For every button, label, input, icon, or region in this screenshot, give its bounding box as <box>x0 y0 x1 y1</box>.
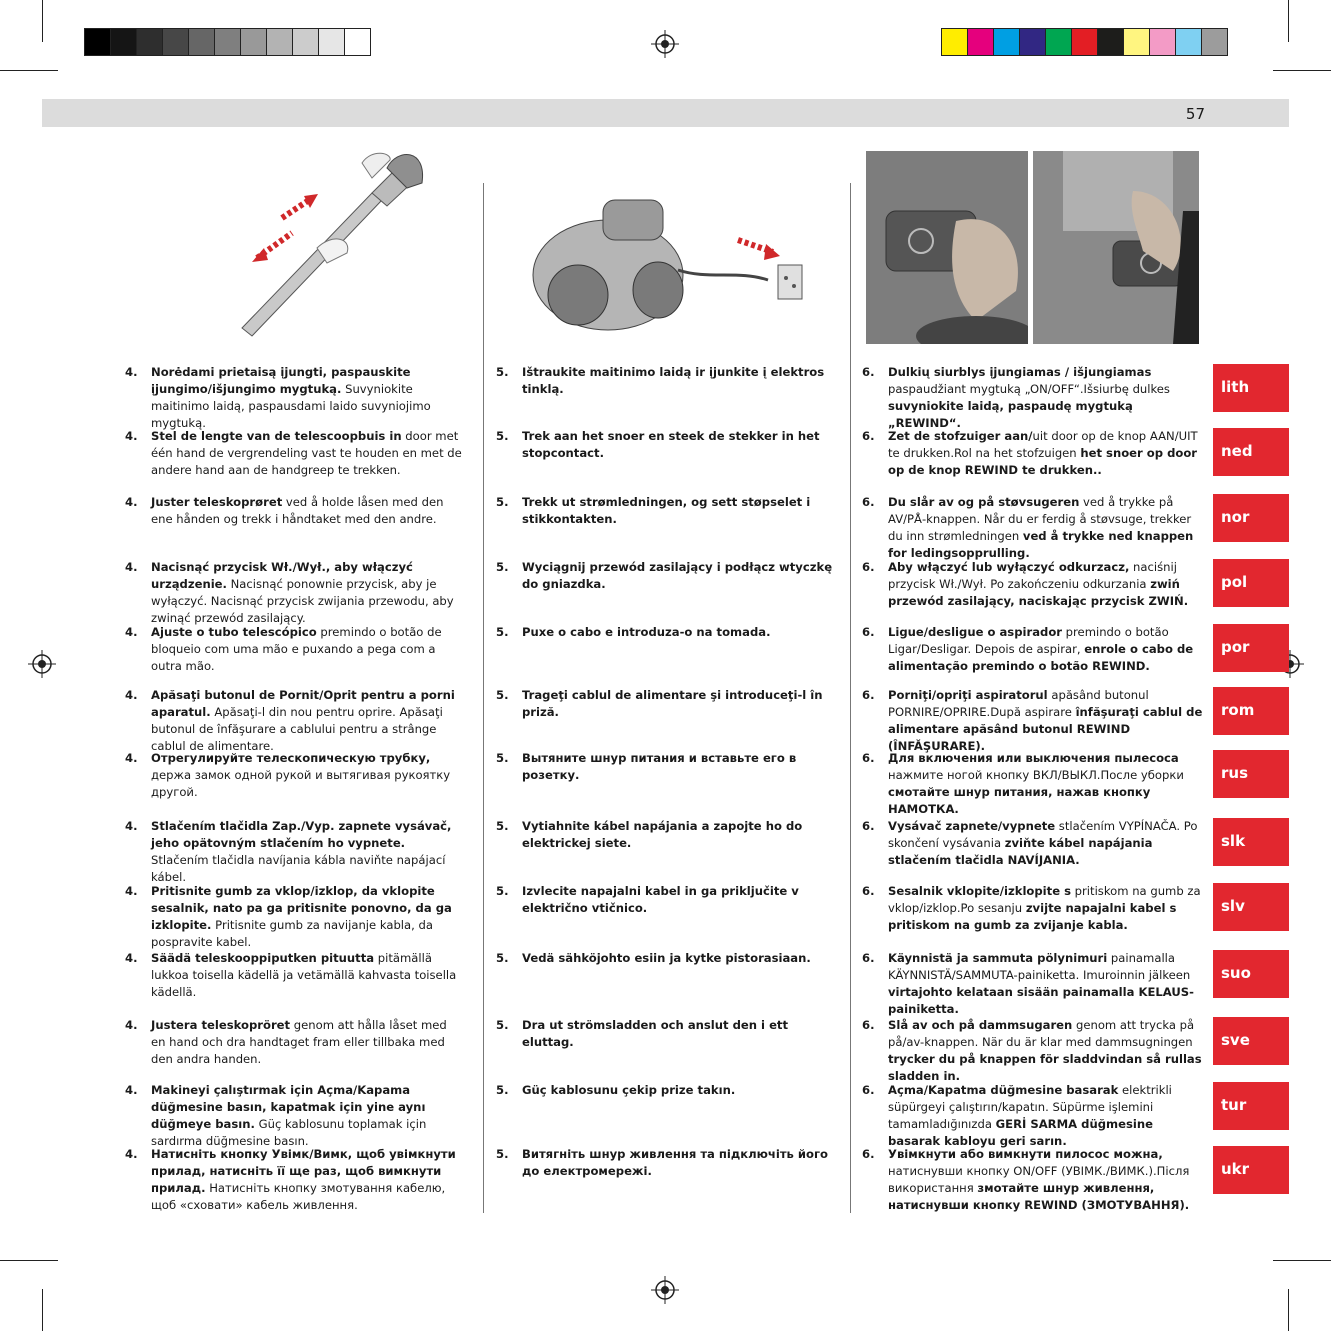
registration-mark-icon <box>651 1276 679 1304</box>
step-detail: держа замок одной рукой и вытягивая рукоятку другой. <box>151 768 451 799</box>
step-number: 5. <box>496 625 509 639</box>
step-emphasis: Ajuste o tubo telescópico <box>151 625 317 639</box>
step-number: 5. <box>496 560 509 574</box>
step-emphasis: Dra ut strömsladden och anslut den i ett eluttag. <box>522 1018 789 1049</box>
instruction-row-tur <box>125 1082 1205 1148</box>
crop-mark <box>1288 0 1289 42</box>
step-emphasis-end: enrole o cabo de alimentação premindo o botão REWIND. <box>888 642 1194 673</box>
on-off-button-photo <box>866 151 1028 344</box>
step-number: 6. <box>862 819 875 833</box>
step-emphasis: Norėdami prietaisą įjungti, paspauskite įjungimo/išjungimo mygtuką. <box>151 365 411 396</box>
step-text <box>522 1017 842 1051</box>
step-detail: Apăsaţi-l din nou pentru oprire. Apăsaţi butonul de înfăşurare a cablului pentru a strânge cablul de alimentare. <box>151 705 443 753</box>
step-number: 5. <box>496 951 509 965</box>
step-emphasis: Pritisnite gumb za vklop/izklop, da vklopite sesalnik, nato pa ga pritisnite ponovno, da ga izklopite. <box>151 884 452 932</box>
language-tab-ukr: ukr <box>1213 1146 1289 1194</box>
step-text <box>522 883 842 917</box>
step-text <box>522 624 842 641</box>
step-number: 6. <box>862 560 875 574</box>
gray-swatch <box>162 28 189 56</box>
step-number: 5. <box>496 688 509 702</box>
step-number: 6. <box>862 751 875 765</box>
language-tab-por: por <box>1213 624 1289 672</box>
step-text <box>888 950 1204 1018</box>
step-detail: ved å trykke på AV/PÅ-knappen. Når du er ferdig å støvsuge, trekker du inn strømledningen <box>888 495 1192 543</box>
step-emphasis: Justera teleskopröret <box>151 1018 291 1032</box>
gray-swatch <box>214 28 241 56</box>
step-text <box>522 1082 842 1099</box>
crop-mark <box>42 1289 43 1331</box>
step-emphasis: Vysávač zapnete/vypnete <box>888 819 1056 833</box>
telescopic-tube-illustration <box>222 138 462 343</box>
page-header-band <box>42 99 1289 127</box>
rewind-button-photo <box>1033 151 1199 344</box>
step-text <box>522 950 842 967</box>
language-tab-slk: slk <box>1213 818 1289 866</box>
step-detail: pritiskom na gumb za vklop/izklop.Po sesanju <box>888 884 1201 915</box>
instruction-row-rom <box>125 687 1205 753</box>
language-tab-sve: sve <box>1213 1017 1289 1065</box>
step-emphasis: Ligue/desligue o aspirador <box>888 625 1062 639</box>
step-text <box>888 818 1204 869</box>
instruction-row-por <box>125 624 1205 684</box>
step-text <box>151 1146 463 1214</box>
step-emphasis: Aby włączyć lub wyłączyć odkurzacz, <box>888 560 1130 574</box>
step-text <box>888 364 1204 432</box>
step-text <box>888 1082 1204 1150</box>
language-tab-pol: pol <box>1213 559 1289 607</box>
instruction-row-nor <box>125 494 1205 560</box>
step-detail: Pritisnite gumb za navijanje kabla, da pospravite kabel. <box>151 918 433 949</box>
instruction-row-ned <box>125 428 1205 488</box>
step-text <box>888 883 1204 934</box>
instruction-row-slv <box>125 883 1205 949</box>
step-number: 5. <box>496 429 509 443</box>
registration-mark-icon <box>28 650 56 678</box>
step-emphasis: Wyciągnij przewód zasilający i podłącz wtyczkę do gniazdka. <box>522 560 833 591</box>
step-number: 4. <box>125 819 138 833</box>
step-number: 4. <box>125 429 138 443</box>
step-number: 6. <box>862 1018 875 1032</box>
step-text <box>888 687 1204 755</box>
step-emphasis: Вытяните шнур питания и вставьте его в розетку. <box>522 751 797 782</box>
step-emphasis: Slå av och på dammsugaren <box>888 1018 1073 1032</box>
step-text <box>888 750 1204 818</box>
step-text <box>151 950 463 1001</box>
step-number: 5. <box>496 365 509 379</box>
language-tab-ned: ned <box>1213 428 1289 476</box>
crop-mark <box>0 1260 58 1261</box>
crop-mark <box>0 70 58 71</box>
crop-mark <box>1273 70 1331 71</box>
color-swatch <box>1201 28 1228 56</box>
step-text <box>522 1146 842 1180</box>
step-emphasis: Käynnistä ja sammuta pölynimuri <box>888 951 1108 965</box>
step-number: 5. <box>496 1147 509 1161</box>
step-emphasis: Juster teleskoprøret <box>151 495 283 509</box>
gray-swatch <box>266 28 293 56</box>
step-emphasis-end: suvyniokite laidą, paspaudę mygtuką „REWIND“. <box>888 399 1133 430</box>
step-detail: pitämällä lukkoa toisella kädellä ja vetämällä kahvasta toisella kädellä. <box>151 951 457 999</box>
language-tab-tur: tur <box>1213 1082 1289 1130</box>
step-text <box>522 687 842 721</box>
language-tab-slv: slv <box>1213 883 1289 931</box>
step-number: 4. <box>125 1018 138 1032</box>
step-number: 6. <box>862 429 875 443</box>
step-emphasis: Trekk ut strømledningen, og sett støpselet i stikkontakten. <box>522 495 811 526</box>
step-emphasis-end: het snoer op door op de knop REWIND te drukken.. <box>888 446 1198 477</box>
instruction-row-rus <box>125 750 1205 816</box>
step-text <box>522 559 842 593</box>
step-text <box>522 494 842 528</box>
step-text <box>888 1017 1204 1085</box>
color-swatch <box>1019 28 1046 56</box>
instruction-row-suo <box>125 950 1205 1016</box>
step-detail: Güç kablosunu toplamak için sardırma düğmesine basın. <box>151 1117 427 1148</box>
step-number: 5. <box>496 1018 509 1032</box>
gray-swatch <box>240 28 267 56</box>
step-detail: genom att hålla låset med en hand och dra handtaget fram eller tillbaka med den andra handen. <box>151 1018 447 1066</box>
step-emphasis: Для включения или выключения пылесоса <box>888 751 1179 765</box>
step-text <box>888 559 1204 610</box>
step-detail: Nacisnąć ponownie przycisk, aby je wyłączyć. Nacisnąć przycisk zwijania przewodu, aby zwinąć przewód zasilający. <box>151 577 454 625</box>
step-number: 5. <box>496 884 509 898</box>
color-swatch <box>941 28 968 56</box>
crop-mark <box>1288 1289 1289 1331</box>
step-text <box>151 687 463 755</box>
gray-swatch <box>344 28 371 56</box>
color-swatch <box>1175 28 1202 56</box>
instruction-row-pol <box>125 559 1205 625</box>
instruction-row-slk <box>125 818 1205 884</box>
step-emphasis: Izvlecite napajalni kabel in ga priključite v električno vtičnico. <box>522 884 799 915</box>
step-emphasis: Натисніть кнопку Увімк/Вимк, щоб увімкнути прилад, натисніть її ще раз, щоб вимкнути прилад. <box>151 1147 456 1195</box>
step-emphasis: Stel de lengte van de telescoopbuis in <box>151 429 402 443</box>
step-number: 4. <box>125 625 138 639</box>
gray-swatch <box>188 28 215 56</box>
gray-swatch <box>136 28 163 56</box>
page-number: 57 <box>1185 105 1205 123</box>
step-number: 6. <box>862 625 875 639</box>
step-emphasis: Du slår av og på støvsugeren <box>888 495 1080 509</box>
step-number: 6. <box>862 884 875 898</box>
color-swatch <box>1045 28 1072 56</box>
language-tab-lith: lith <box>1213 364 1289 412</box>
step-emphasis: Trageţi cablul de alimentare şi introduceţi-l în priză. <box>522 688 823 719</box>
step-number: 6. <box>862 688 875 702</box>
step-detail: apăsând butonul PORNIRE/OPRIRE.După aspirare <box>888 688 1149 719</box>
vacuum-plug-illustration <box>518 180 808 340</box>
step-text <box>151 624 463 675</box>
gray-swatch <box>110 28 137 56</box>
color-swatch <box>1071 28 1098 56</box>
step-number: 4. <box>125 365 138 379</box>
crop-mark <box>42 0 43 42</box>
step-text <box>888 1146 1204 1214</box>
step-detail: premindo o botão de bloqueio com uma mão e puxando a pega com a outra mão. <box>151 625 442 673</box>
step-number: 4. <box>125 560 138 574</box>
step-emphasis: Açma/Kapatma düğmesine basarak <box>888 1083 1119 1097</box>
gray-swatch <box>318 28 345 56</box>
step-number: 6. <box>862 495 875 509</box>
step-text <box>151 750 463 801</box>
step-emphasis: Увімкнути або вимкнути пилосос можна, <box>888 1147 1163 1161</box>
step-emphasis: Zet de stofzuiger aan/ <box>888 429 1033 443</box>
step-detail: uit door op de knop AAN/UIT te drukken.Rol na het stofzuigen <box>888 429 1198 460</box>
step-number: 5. <box>496 495 509 509</box>
step-detail: paspaudžiant mygtuką „ON/OFF“.Išsiurbę dulkes <box>888 382 1170 396</box>
step-number: 4. <box>125 1147 138 1161</box>
step-text <box>151 364 463 432</box>
instruction-row-lith <box>125 364 1205 430</box>
step-number: 4. <box>125 951 138 965</box>
step-detail: Натисніть кнопку змотування кабелю, щоб «сховати» кабель живлення. <box>151 1181 446 1212</box>
step-emphasis: Apăsaţi butonul de Pornit/Oprit pentru a porni aparatul. <box>151 688 455 719</box>
step-number: 6. <box>862 1147 875 1161</box>
step-detail: нажмите ногой кнопку ВКЛ/ВЫКЛ.После уборки <box>888 768 1184 782</box>
step-detail: Stlačením tlačidla navíjania kábla naviňte napájací kábel. <box>151 853 446 884</box>
step-emphasis-end: virtajohto kelataan sisään painamalla KELAUS-painiketta. <box>888 985 1194 1016</box>
step-detail: ved å holde låsen med den ene hånden og trekk i håndtaket med den andre. <box>151 495 444 526</box>
step-number: 6. <box>862 365 875 379</box>
step-emphasis: Güç kablosunu çekip prize takın. <box>522 1083 736 1097</box>
registration-mark-icon <box>651 30 679 58</box>
color-swatch <box>1149 28 1176 56</box>
instruction-row-ukr <box>125 1146 1205 1212</box>
step-emphasis: Puxe o cabo e introduza-o na tomada. <box>522 625 771 639</box>
step-detail: painamalla KÄYNNISTÄ/SAMMUTA-painiketta. Imuroinnin jälkeen <box>888 951 1191 982</box>
step-detail: Suvyniokite maitinimo laidą, paspausdami laido suvyniojimo mygtuką. <box>151 382 431 430</box>
step-emphasis: Витягніть шнур живлення та підключіть його до електромережі. <box>522 1147 829 1178</box>
step-emphasis-end: trycker du på knappen för sladdvindan så rullas sladden in. <box>888 1052 1202 1083</box>
step-emphasis: Отрегулируйте телескопическую трубку, <box>151 751 431 765</box>
step-emphasis: Säädä teleskooppiputken pituutta <box>151 951 375 965</box>
step-emphasis: Vytiahnite kábel napájania a zapojte ho do elektrickej siete. <box>522 819 803 850</box>
step-emphasis-end: înfăşuraţi cablul de alimentare apăsând butonul REWIND (ÎNFĂŞURARE). <box>888 705 1203 753</box>
color-swatch <box>1123 28 1150 56</box>
gray-swatch <box>84 28 111 56</box>
language-tab-rus: rus <box>1213 750 1289 798</box>
step-number: 5. <box>496 1083 509 1097</box>
step-text <box>151 818 463 886</box>
step-text <box>888 494 1204 562</box>
language-tab-nor: nor <box>1213 494 1289 542</box>
step-text <box>522 750 842 784</box>
step-emphasis: Nacisnąć przycisk Wł./Wył., aby włączyć urządzenie. <box>151 560 413 591</box>
gray-swatch <box>292 28 319 56</box>
instruction-row-sve <box>125 1017 1205 1083</box>
step-text <box>522 818 842 852</box>
language-tab-rom: rom <box>1213 687 1289 735</box>
step-emphasis-end: zviňte kábel napájania stlačením tlačidla NAVÍJANIA. <box>888 836 1153 867</box>
step-emphasis-end: смотайте шнур питания, нажав кнопку НАМОТКА. <box>888 785 1151 816</box>
step-text <box>151 428 463 479</box>
step-text <box>151 559 463 627</box>
step-detail: naciśnij przycisk Wł./Wył. Po zakończeniu odkurzania <box>888 560 1177 591</box>
step-emphasis: Stlačením tlačidla Zap./Vyp. zapnete vysávač, jeho opätovným stlačením ho vypnete. <box>151 819 452 850</box>
step-emphasis: Dulkių siurblys įjungiamas / išjungiamas <box>888 365 1152 379</box>
step-emphasis: Makineyi çalıştırmak için Açma/Kapama düğmesine basın, kapatmak için yine aynı düğmeye basın. <box>151 1083 426 1131</box>
crop-mark <box>1273 1260 1331 1261</box>
step-emphasis: Ištraukite maitinimo laidą ir įjunkite į elektros tinklą. <box>522 365 825 396</box>
step-detail: genom att trycka på på/av-knappen. När du är klar med dammsugningen <box>888 1018 1195 1049</box>
color-calibration-bar <box>941 28 1227 58</box>
step-number: 5. <box>496 819 509 833</box>
step-detail: stlačením VYPÍNAČA. Po skončení vysávania <box>888 819 1198 850</box>
step-emphasis: Sesalnik vklopite/izklopite s <box>888 884 1071 898</box>
step-emphasis-end: ved å trykke ned knappen for ledingsopprulling. <box>888 529 1194 560</box>
color-swatch <box>967 28 994 56</box>
step-emphasis: Porniţi/opriţi aspiratorul <box>888 688 1048 702</box>
step-text <box>522 364 842 398</box>
step-text <box>888 624 1204 675</box>
step-text <box>151 494 463 528</box>
step-text <box>522 428 842 462</box>
step-number: 4. <box>125 1083 138 1097</box>
step-detail: door met één hand de vergrendeling vast te houden en met de andere hand aan de handgreep te trekken. <box>151 429 462 477</box>
step-number: 6. <box>862 951 875 965</box>
step-number: 5. <box>496 751 509 765</box>
color-swatch <box>1097 28 1124 56</box>
step-number: 6. <box>862 1083 875 1097</box>
step-text <box>888 428 1204 479</box>
step-text <box>151 1017 463 1068</box>
language-tab-suo: suo <box>1213 950 1289 998</box>
step-emphasis-end: змотайте шнур живлення, натиснувши кнопку REWIND (ЗМОТУВАННЯ). <box>888 1181 1190 1212</box>
step-emphasis-end: zvijte napajalni kabel s pritiskom na gumb za zvijanje kabla. <box>888 901 1177 932</box>
color-swatch <box>993 28 1020 56</box>
step-detail: premindo o botão Ligar/Desligar. Depois de aspirar, <box>888 625 1169 656</box>
step-number: 4. <box>125 884 138 898</box>
step-text <box>151 1082 463 1150</box>
grayscale-calibration-bar <box>84 28 370 58</box>
step-emphasis-end: zwiń przewód zasilający, naciskając przycisk ZWIŃ. <box>888 577 1189 608</box>
step-text <box>151 883 463 951</box>
step-number: 4. <box>125 495 138 509</box>
step-number: 4. <box>125 751 138 765</box>
step-detail: elektrikli süpürgeyi çalıştırın/kapatın. Süpürme işlemini tamamladığınızda <box>888 1083 1172 1131</box>
step-emphasis-end: GERİ SARMA düğmesine basarak kabloyu geri sarın. <box>888 1117 1153 1148</box>
step-emphasis: Vedä sähköjohto esiin ja kytke pistorasiaan. <box>522 951 811 965</box>
step-number: 4. <box>125 688 138 702</box>
step-emphasis: Trek aan het snoer en steek de stekker in het stopcontact. <box>522 429 820 460</box>
step-detail: натиснувши кнопку ON/OFF (УВІМК./ВИМК.).Після використання <box>888 1164 1190 1195</box>
